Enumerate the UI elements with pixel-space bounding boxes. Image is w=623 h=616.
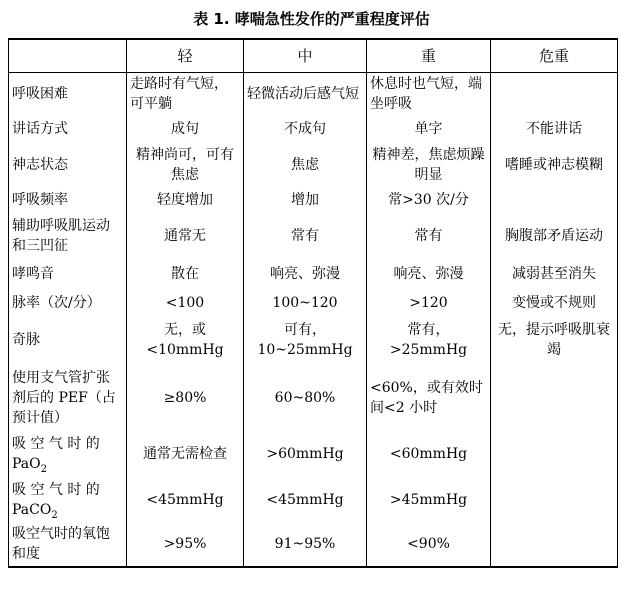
cell-severe: >45mmHg [367,477,491,523]
cell-mild: >95% [127,523,244,567]
row-label-sub: 2 [40,463,47,475]
cell-severe: 常>30 次/分 [367,187,491,214]
table-row [9,187,618,214]
cell-moderate: <45mmHg [244,477,367,523]
cell-mild: 轻度增加 [127,187,244,214]
cell-severe: 常有 [367,214,491,259]
cell-critical: 不能讲话 [491,115,618,144]
cell-moderate: 100~120 [244,289,367,317]
cell-critical [491,432,618,477]
cell-mild: ≥80% [127,364,244,432]
cell-critical: 变慢或不规则 [491,289,618,317]
cell-critical: 嗜睡或神志模糊 [491,144,618,187]
row-label-main: 吸 空 气 时 的 PaO [12,436,100,472]
table-row [9,214,618,259]
header-row [9,39,618,73]
cell-severe: 精神差，焦虑烦躁明显 [367,144,491,187]
cell-critical: 胸腹部矛盾运动 [491,214,618,259]
cell-severe: <60%，或有效时间<2 小时 [367,364,491,432]
cell-mild: 精神尚可，可有焦虑 [127,144,244,187]
cell-severe: 响亮、弥漫 [367,259,491,289]
cell-mild: 通常无 [127,214,244,259]
header-mild: 轻 [127,39,244,73]
cell-mild: <100 [127,289,244,317]
table-row [9,144,618,187]
cell-critical: 减弱甚至消失 [491,259,618,289]
cell-severe: <60mmHg [367,432,491,477]
table-row [9,73,618,115]
row-label: 辅助呼吸肌运动和三凹征 [9,214,127,259]
cell-moderate: 不成句 [244,115,367,144]
cell-severe: <90% [367,523,491,567]
table-row [9,289,618,317]
cell-moderate: 焦虑 [244,144,367,187]
table-row [9,259,618,289]
cell-critical [491,187,618,214]
severity-table [8,38,618,568]
cell-severe: 休息时也气短，端坐呼吸 [367,73,491,115]
cell-mild: 散在 [127,259,244,289]
row-label: 讲话方式 [9,115,127,144]
row-label-main: 吸 空 气 时 的 PaCO [12,481,100,518]
cell-critical [491,523,618,567]
row-label: 呼吸频率 [9,187,127,214]
cell-moderate: 常有 [244,214,367,259]
table-row [9,523,618,567]
header-severe: 重 [367,39,491,73]
cell-moderate: 轻微活动后感气短 [244,73,367,115]
cell-mild: 无，或<10mmHg [127,317,244,364]
cell-moderate: 增加 [244,187,367,214]
cell-severe: >120 [367,289,491,317]
cell-severe: 常有，>25mmHg [367,317,491,364]
row-label-sub: 2 [51,509,58,521]
cell-severe: 单字 [367,115,491,144]
table-row [9,432,618,477]
cell-moderate: 响亮、弥漫 [244,259,367,289]
cell-moderate: 可有，10~25mmHg [244,317,367,364]
cell-mild: <45mmHg [127,477,244,523]
cell-mild: 通常无需检查 [127,432,244,477]
row-label [9,432,127,477]
cell-critical [491,364,618,432]
row-label: 奇脉 [9,317,127,364]
cell-critical [491,73,618,115]
row-label: 脉率（次/分） [9,289,127,317]
row-label: 吸空气时的氧饱和度 [9,523,127,567]
row-label: 神志状态 [9,144,127,187]
table-row [9,115,618,144]
header-moderate: 中 [244,39,367,73]
row-label: 使用支气管扩张剂后的 PEF（占预计值） [9,364,127,432]
cell-mild: 走路时有气短，可平躺 [127,73,244,115]
row-label [9,477,127,523]
table-row [9,317,618,364]
cell-critical [491,477,618,523]
cell-moderate: >60mmHg [244,432,367,477]
cell-moderate: 60~80% [244,364,367,432]
cell-mild: 成句 [127,115,244,144]
table-row [9,477,618,523]
row-label: 呼吸困难 [9,73,127,115]
cell-moderate: 91~95% [244,523,367,567]
table-title: 表 1. 哮喘急性发作的严重程度评估 [193,10,430,28]
header-empty [9,39,127,73]
header-critical: 危重 [491,39,618,73]
table-row [9,364,618,432]
row-label: 哮鸣音 [9,259,127,289]
cell-critical: 无，提示呼吸肌衰竭 [491,317,618,364]
